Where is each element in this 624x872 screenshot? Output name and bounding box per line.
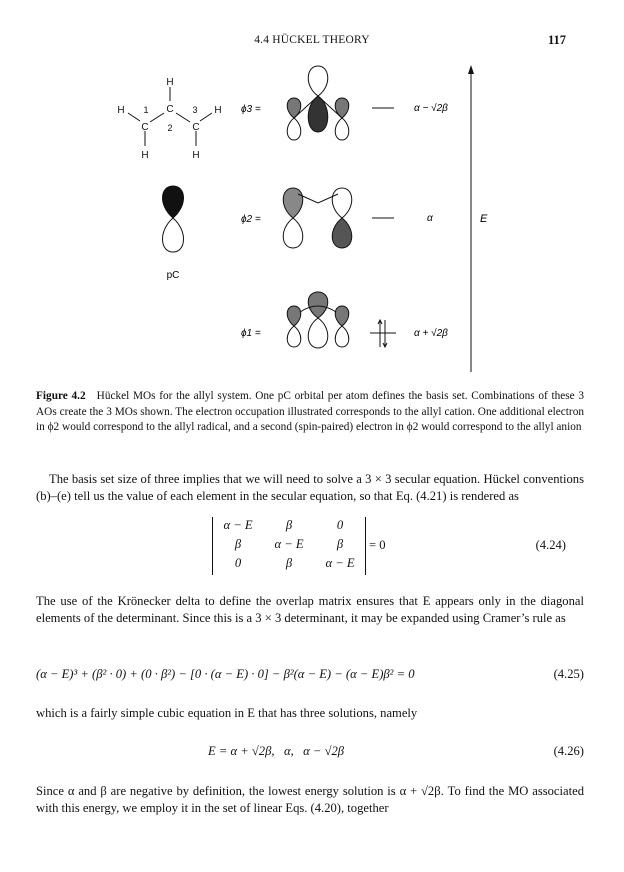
det-cell-31: 0 — [234, 556, 242, 570]
allyl-structure — [117, 77, 221, 161]
eq-4-25-text: (α − E)³ + (β² · 0) + (0 · β²) − [0 · (α − E) · 0] − β²(α − E) − (α − E)β² = 0 — [36, 667, 415, 681]
atom-h-bottom-left: H — [141, 150, 149, 161]
label-2: 2 — [167, 123, 173, 133]
atom-c3: C — [192, 122, 200, 133]
det-cell-11: α − E — [223, 518, 253, 532]
atom-h-top: H — [166, 77, 174, 88]
eq-4-26-text: E = α + √2β, α, α − √2β — [208, 744, 345, 758]
phi2-orbital — [283, 188, 352, 248]
caption-label: Figure 4.2 — [36, 390, 86, 402]
det-cell-13: 0 — [336, 518, 344, 532]
det-cell-33: α − E — [325, 556, 355, 570]
atom-c1: C — [141, 122, 149, 133]
det-cell-21: β — [234, 537, 242, 551]
paragraph-2-text: The use of the Krönecker delta to define the overlap matrix ensures that E appears only in the diagonal elements of the determinant. Since this is a 3 × 3 determinant, it may be expanded using Cramer’s rule as — [36, 594, 584, 626]
paragraph-3 — [36, 705, 584, 722]
label-1: 1 — [143, 105, 149, 115]
page-number: 117 — [547, 33, 566, 47]
energy-axis-arrow — [468, 65, 474, 74]
energy-axis-label: E — [480, 213, 488, 225]
phi3-energy: α − √2β — [414, 103, 448, 114]
atom-c2: C — [166, 104, 174, 115]
det-cell-22: α − E — [274, 537, 304, 551]
phi3-label: ϕ3 = — [241, 104, 261, 115]
paragraph-2 — [36, 593, 584, 628]
det-cell-23: β — [336, 537, 344, 551]
caption-text: Hückel MOs for the allyl system. One pC orbital per atom defines the basis set. Combinations of these 3 AOs create the 3 MOs shown. The electron occupation illustrated corresponds to the allyl cation. One additional electron in ϕ2 would correspond to the allyl radical, and a second (spin-paired) electron in ϕ2 would correspond to the allyl anion — [36, 390, 584, 434]
det-equals: = 0 — [369, 538, 386, 552]
phi1-orbital — [287, 292, 349, 348]
phi3-orbital — [287, 66, 349, 140]
phi2-label: ϕ2 = — [241, 214, 261, 225]
running-header: 4.4 HÜCKEL THEORY — [254, 34, 370, 46]
eq-4-25-number: (4.25) — [553, 667, 584, 681]
det-cell-32: β — [285, 556, 293, 570]
phi1-level-electrons — [370, 320, 396, 347]
paragraph-1 — [36, 471, 584, 506]
phi2-energy: α — [427, 213, 433, 224]
label-3: 3 — [192, 105, 198, 115]
atom-h-bottom-right: H — [192, 150, 200, 161]
paragraph-1-text: The basis set size of three implies that we will need to solve a 3 × 3 secular equation. Hückel conventions (b)–(e) tell us the value of each element in the secular equation, so that Eq. (4.21) is rendered as — [36, 472, 584, 504]
pc-orbital — [162, 186, 183, 252]
eq-4-26-number: (4.26) — [553, 744, 584, 758]
secular-determinant — [212, 517, 366, 575]
det-cell-12: β — [285, 518, 293, 532]
paragraph-4-text: Since α and β are negative by definition, the lowest energy solution is α + √2β. To find the MO associated with this energy, we employ it in the set of linear Eqs. (4.20), together — [36, 784, 584, 816]
phi1-label: ϕ1 = — [241, 328, 261, 339]
pc-label: pC — [166, 270, 180, 281]
atom-h-left: H — [117, 105, 125, 116]
phi1-energy: α + √2β — [414, 328, 448, 339]
figure-caption — [36, 389, 584, 436]
paragraph-3-text: which is a fairly simple cubic equation in E that has three solutions, namely — [36, 706, 418, 720]
paragraph-4 — [36, 783, 584, 818]
equation-4-25 — [36, 667, 584, 682]
figure-4-2 — [0, 0, 624, 385]
eq-4-24-number: (4.24) — [535, 538, 566, 552]
atom-h-right: H — [214, 105, 222, 116]
